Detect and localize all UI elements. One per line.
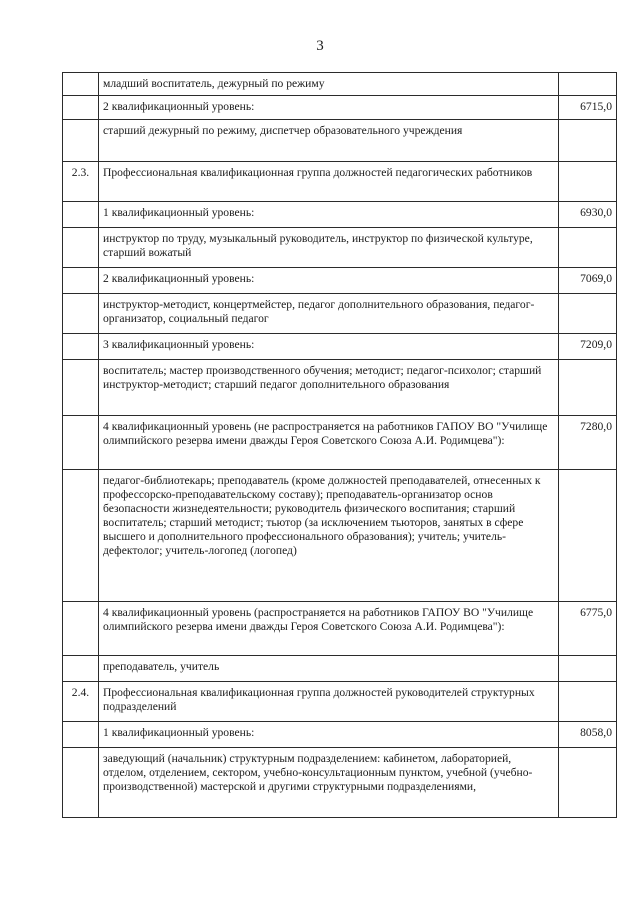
table-row xyxy=(63,360,617,416)
page-number: 3 xyxy=(316,38,324,54)
row-number-cell xyxy=(63,360,99,416)
row-amount-cell: 6775,0 xyxy=(559,602,617,656)
table-row xyxy=(63,228,617,268)
row-text-cell: 1 квалификационный уровень: xyxy=(99,722,559,748)
row-text-cell: 4 квалификационный уровень (распространяется на работников ГАПОУ ВО "Училище олимпийского резерва имени дважды Героя Советского Союза А.И. Родимцева"): xyxy=(99,602,559,656)
row-text-cell: педагог-библиотекарь; преподаватель (кроме должностей преподавателей, отнесенных к профессорско-преподавательскому составу); преподаватель-организатор основ безопасности жизнедеятельности; руководитель физического воспитания; старший воспитатель; старший методист; тьютор (за исключением тьюторов, занятых в сфере высшего и дополнительного профессионального образования); учитель; учитель-дефектолог; учитель-логопед (логопед) xyxy=(99,470,559,602)
row-number-cell xyxy=(63,96,99,120)
row-text-cell: 4 квалификационный уровень (не распространяется на работников ГАПОУ ВО "Училище олимпийского резерва имени дважды Героя Советского Союза А.И. Родимцева"): xyxy=(99,416,559,470)
row-text-cell: 2 квалификационный уровень: xyxy=(99,96,559,120)
row-number-cell xyxy=(63,294,99,334)
row-number-cell xyxy=(63,416,99,470)
table-row xyxy=(63,602,617,656)
row-number-cell xyxy=(63,120,99,162)
row-number-cell: 2.3. xyxy=(63,162,99,202)
row-amount-cell: 8058,0 xyxy=(559,722,617,748)
row-number-cell xyxy=(63,470,99,602)
row-number-cell xyxy=(63,602,99,656)
row-text-cell: младший воспитатель, дежурный по режиму xyxy=(99,73,559,96)
row-amount-cell xyxy=(559,162,617,202)
row-amount-cell xyxy=(559,120,617,162)
table-row xyxy=(63,334,617,360)
row-amount-cell xyxy=(559,656,617,682)
row-amount-cell: 6715,0 xyxy=(559,96,617,120)
table-row xyxy=(63,656,617,682)
row-text-cell: 2 квалификационный уровень: xyxy=(99,268,559,294)
row-text-cell: Профессиональная квалификационная группа должностей руководителей структурных подразделений xyxy=(99,682,559,722)
row-text-cell: старший дежурный по режиму, диспетчер образовательного учреждения xyxy=(99,120,559,162)
table-row xyxy=(63,294,617,334)
table-row xyxy=(63,416,617,470)
table-row xyxy=(63,748,617,818)
row-amount-cell: 7069,0 xyxy=(559,268,617,294)
row-text-cell: Профессиональная квалификационная группа должностей педагогических работников xyxy=(99,162,559,202)
row-amount-cell xyxy=(559,73,617,96)
table-row xyxy=(63,202,617,228)
table-row xyxy=(63,73,617,96)
row-amount-cell xyxy=(559,228,617,268)
row-amount-cell xyxy=(559,360,617,416)
row-number-cell: 2.4. xyxy=(63,682,99,722)
table-row xyxy=(63,470,617,602)
row-amount-cell xyxy=(559,748,617,818)
row-text-cell: воспитатель; мастер производственного обучения; методист; педагог-психолог; старший инструктор-методист; старший педагог дополнительного образования xyxy=(99,360,559,416)
row-text-cell: инструктор-методист, концертмейстер, педагог дополнительного образования, педагог-организатор, социальный педагог xyxy=(99,294,559,334)
salary-table-body xyxy=(63,73,617,818)
row-amount-cell: 7280,0 xyxy=(559,416,617,470)
row-number-cell xyxy=(63,202,99,228)
row-amount-cell: 7209,0 xyxy=(559,334,617,360)
table-row xyxy=(63,162,617,202)
row-number-cell xyxy=(63,73,99,96)
table-row xyxy=(63,268,617,294)
row-number-cell xyxy=(63,722,99,748)
row-text-cell: 1 квалификационный уровень: xyxy=(99,202,559,228)
row-text-cell: преподаватель, учитель xyxy=(99,656,559,682)
row-number-cell xyxy=(63,268,99,294)
table-row xyxy=(63,682,617,722)
row-amount-cell xyxy=(559,682,617,722)
row-number-cell xyxy=(63,228,99,268)
salary-table xyxy=(62,72,617,818)
row-number-cell xyxy=(63,334,99,360)
row-amount-cell xyxy=(559,470,617,602)
table-row xyxy=(63,120,617,162)
row-number-cell xyxy=(63,656,99,682)
row-text-cell: заведующий (начальник) структурным подразделением: кабинетом, лабораторией, отделом, отделением, сектором, учебно-консультационным пунктом, учебной (учебно-производственной) мастерской и другими структурными подразделениями, xyxy=(99,748,559,818)
row-amount-cell: 6930,0 xyxy=(559,202,617,228)
table-row xyxy=(63,722,617,748)
row-text-cell: 3 квалификационный уровень: xyxy=(99,334,559,360)
table-row xyxy=(63,96,617,120)
row-number-cell xyxy=(63,748,99,818)
row-text-cell: инструктор по труду, музыкальный руководитель, инструктор по физической культуре, старший вожатый xyxy=(99,228,559,268)
row-amount-cell xyxy=(559,294,617,334)
